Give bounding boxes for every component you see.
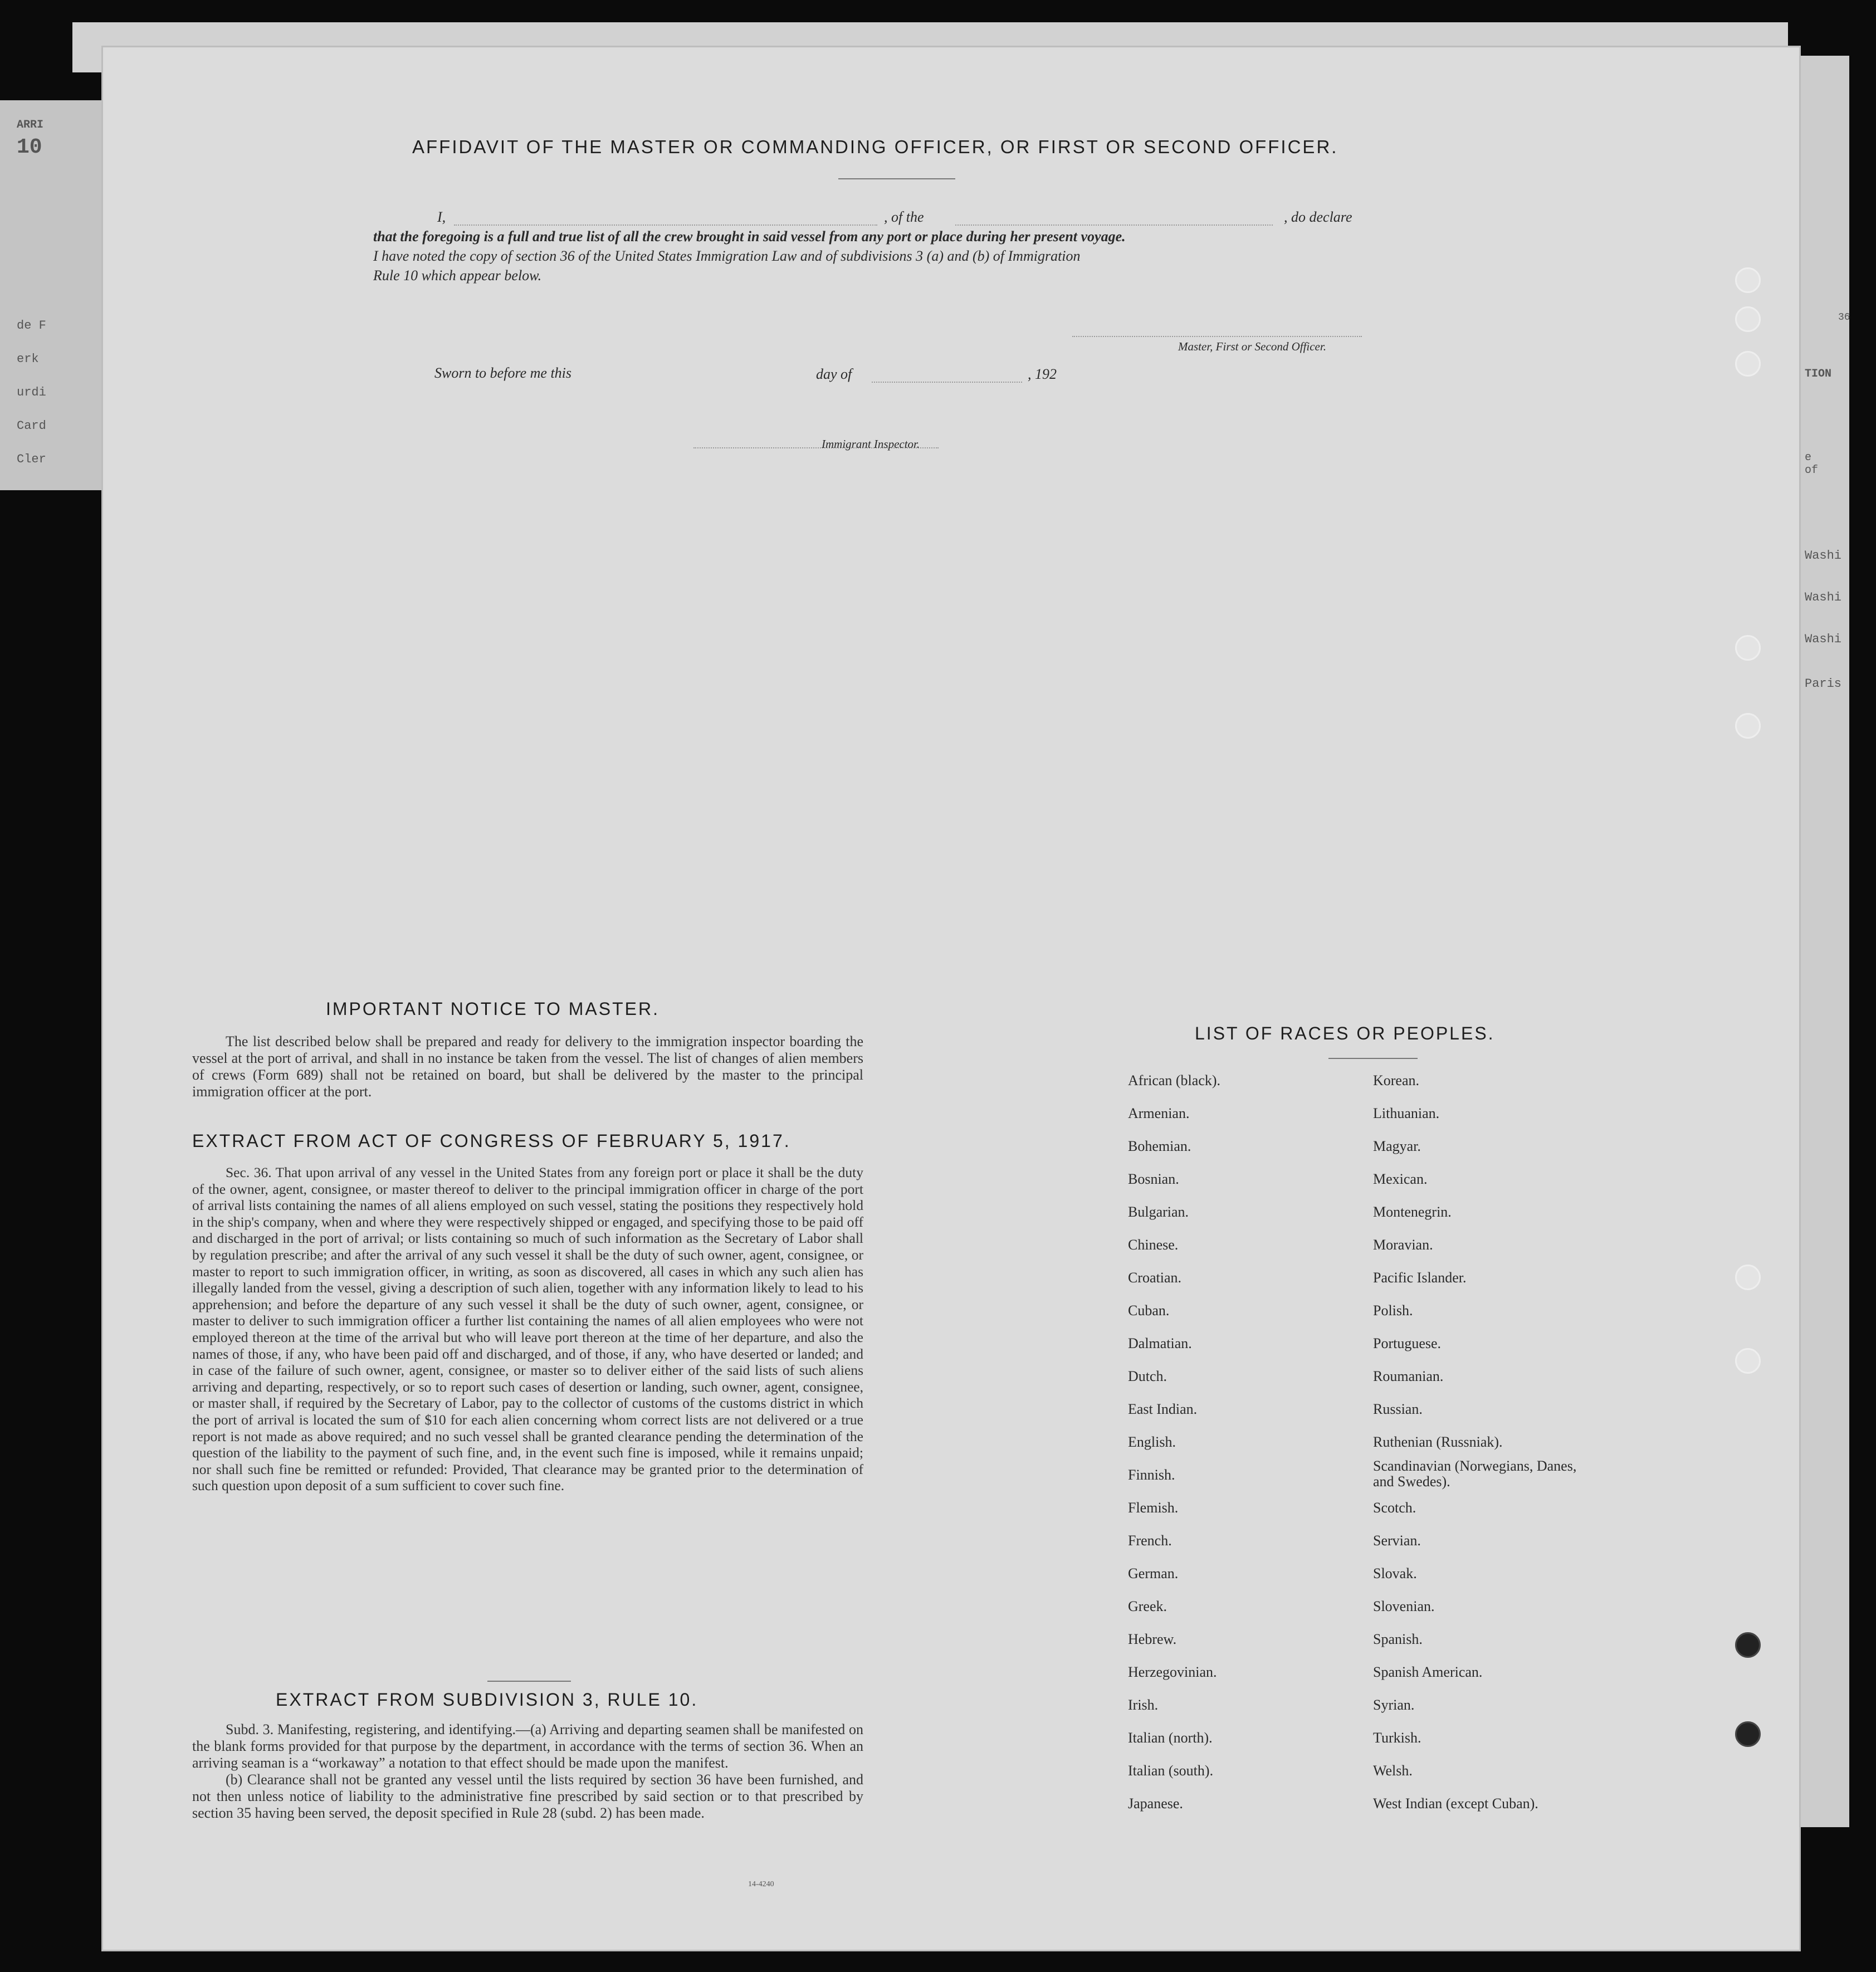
declarant-label: I, — [437, 209, 446, 225]
rule-title: EXTRACT FROM SUBDIVISION 3, RULE 10. — [276, 1690, 698, 1710]
race-item: Scandinavian (Norwegians, Danes, and Swedes). — [1373, 1458, 1577, 1490]
race-item: Bulgarian. — [1128, 1204, 1189, 1220]
race-item: Lithuanian. — [1373, 1105, 1440, 1121]
race-item: Flemish. — [1128, 1500, 1179, 1516]
race-item: Croatian. — [1128, 1270, 1182, 1286]
race-item: Servian. — [1373, 1532, 1421, 1549]
act-title: EXTRACT FROM ACT OF CONGRESS OF FEBRUARY 5, 1917. — [192, 1131, 791, 1151]
month-field[interactable] — [872, 382, 1022, 383]
race-item: Slovak. — [1373, 1565, 1417, 1581]
race-item: Ruthenian (Russniak). — [1373, 1434, 1503, 1450]
binder-hole — [1735, 1348, 1761, 1374]
race-item: Syrian. — [1373, 1697, 1415, 1713]
race-item: Polish. — [1373, 1302, 1413, 1319]
race-item: Spanish American. — [1373, 1664, 1483, 1680]
master-signature-label: Master, First or Second Officer. — [1178, 340, 1326, 353]
year-label: , 192 — [1028, 366, 1057, 382]
race-item: Montenegrin. — [1373, 1204, 1452, 1220]
race-item: Chinese. — [1128, 1237, 1179, 1253]
day-of-label: day of — [816, 366, 852, 382]
master-signature-field[interactable] — [1072, 336, 1362, 337]
race-item: Bohemian. — [1128, 1138, 1191, 1154]
race-item: Roumanian. — [1373, 1368, 1444, 1384]
race-item: African (black). — [1128, 1072, 1221, 1088]
binder-hole — [1735, 635, 1761, 661]
binder-hole — [1735, 1632, 1761, 1658]
race-item: Welsh. — [1373, 1763, 1413, 1779]
race-item: Dalmatian. — [1128, 1335, 1192, 1351]
declarant-name-field[interactable] — [454, 224, 877, 226]
rule-text: Subd. 3. Manifesting, registering, and identifying.—(a) Arriving and departing seamen shall be manifested on the blank forms provided for that purpose by the department, in accordance with the terms of section 36. When an arriving seaman is a “workaway” a notation to that effect should be made upon the manifest. (b) Clearance shall not be granted any vessel until the lists required by section 36 have been furnished, and not then unless notice of liability to the administrative fine prescribed by said section or to that prescribed by section 35 having been served, the deposit specified in Rule 28 (subd. 2) has been made. — [192, 1721, 863, 1821]
race-item: Irish. — [1128, 1697, 1159, 1713]
binder-hole — [1735, 1265, 1761, 1290]
act-text: Sec. 36. That upon arrival of any vessel in the United States from any foreign port or place it shall be the duty of the owner, agent, consignee, or master thereof to deliver to the principal immigration officer in charge of the port of arrival lists containing the names of all aliens employed on such vessel, stating the positions they respectively hold in the ship's company, when and where they were respectively shipped or engaged, and specifying those to be paid off and discharged in the port of arrival; or lists containing so much of such information as the Secretary of Labor shall by regulation prescribe; and after the arrival of any such vessel it shall be the duty of such owner, agent, consignee, or master to report to such immigration officer, in writing, as soon as discovered, all cases in which any such alien has illegally landed from the vessel, giving a description of such alien, together with any information likely to lead to his apprehension; and before the departure of any such vessel it shall be the duty of such owner, agent, consignee, or master to deliver to such immigration officer a further list containing the names of all alien employees who were not employed thereon at the time of the arrival but who will leave port thereon at the time of her departure, and also the names of those, if any, who have been paid off and discharged, and of those, if any, who have deserted or landed; and in case of the failure of such owner, agent, consignee, or master so to deliver either of the said lists of such aliens arriving and departing, respectively, or so to report such cases of desertion or landing, such owner, agent, consignee, or master shall, if required by the Secretary of Labor, pay to the collector of customs of the customs district in which the port of arrival is located the sum of $10 for each alien concerning whom correct lists are not delivered or a true report is not made as above required; and no such vessel shall be granted clearance pending the determination of the question of the liability to the payment of such fine, and, in the event such fine is imposed, while it remains unpaid; nor shall such fine be remitted or refunded: Provided, That clearance may be granted prior to the determination of such question upon deposit of a sum sufficient to cover such fine. — [192, 1164, 863, 1494]
of-the-label: , of the — [884, 209, 924, 225]
race-item: German. — [1128, 1565, 1179, 1581]
race-item: Slovenian. — [1373, 1598, 1435, 1614]
race-item: Armenian. — [1128, 1105, 1190, 1121]
race-item: Portuguese. — [1373, 1335, 1442, 1351]
race-item: Spanish. — [1373, 1631, 1423, 1647]
affidavit-line-3: Rule 10 which appear below. — [373, 267, 542, 284]
left-edge-text: ARRI 10 de F erk urdi Card Cler — [17, 119, 46, 466]
form-number: 14-4240 — [748, 1880, 774, 1888]
race-item: French. — [1128, 1532, 1172, 1549]
race-item: Magyar. — [1373, 1138, 1421, 1154]
affidavit-rule — [838, 178, 955, 179]
race-item: Pacific Islander. — [1373, 1270, 1467, 1286]
race-item: East Indian. — [1128, 1401, 1198, 1417]
vessel-name-field[interactable] — [955, 224, 1273, 226]
notice-text: The list described below shall be prepared and ready for delivery to the immigration inspector boarding the vessel at the port of arrival, and shall in no instance be taken from the vessel. The list of changes of alien members of crews (Form 689) shall not be retained on board, but shall be delivered by the master to the principal immigration officer at the port. — [192, 1033, 863, 1100]
race-item: Russian. — [1373, 1401, 1423, 1417]
race-item: Finnish. — [1128, 1467, 1175, 1483]
binder-hole — [1735, 267, 1761, 293]
race-item: Turkish. — [1373, 1730, 1421, 1746]
race-item: Cuban. — [1128, 1302, 1170, 1319]
sworn-label: Sworn to before me this — [434, 365, 572, 381]
race-item: Dutch. — [1128, 1368, 1167, 1384]
race-item: Hebrew. — [1128, 1631, 1177, 1647]
race-item: Herzegovinian. — [1128, 1664, 1217, 1680]
race-item: Bosnian. — [1128, 1171, 1179, 1187]
affidavit-line-2: I have noted the copy of section 36 of the United States Immigration Law and of subdivisions 3 (a) and (b) of Immigration — [373, 248, 1081, 264]
do-declare-label: , do declare — [1284, 209, 1352, 225]
race-item: Japanese. — [1128, 1795, 1183, 1812]
document-page — [103, 47, 1799, 1950]
binder-hole — [1735, 351, 1761, 377]
binder-hole — [1735, 1721, 1761, 1747]
race-item: Scotch. — [1373, 1500, 1416, 1516]
races-column-1 — [1128, 1064, 1220, 1820]
act-rule — [487, 1681, 571, 1682]
race-item: Italian (north). — [1128, 1730, 1213, 1746]
binder-hole — [1735, 306, 1761, 332]
affidavit-title: AFFIDAVIT OF THE MASTER OR COMMANDING OFFICER, OR FIRST OR SECOND OFFICER. — [412, 136, 1338, 157]
race-item: West Indian (except Cuban). — [1373, 1795, 1538, 1812]
races-title: LIST OF RACES OR PEOPLES. — [1195, 1023, 1495, 1043]
race-item: Moravian. — [1373, 1237, 1433, 1253]
race-item: Greek. — [1128, 1598, 1167, 1614]
race-item: Italian (south). — [1128, 1763, 1214, 1779]
affidavit-line-1: that the foregoing is a full and true list of all the crew brought in said vessel from any port or place during her present voyage. — [373, 228, 1126, 245]
races-rule — [1328, 1058, 1418, 1059]
notice-title: IMPORTANT NOTICE TO MASTER. — [326, 999, 659, 1019]
binder-hole — [1735, 713, 1761, 739]
race-item: Korean. — [1373, 1072, 1420, 1088]
inspector-label: Immigrant Inspector. — [822, 437, 920, 451]
race-item: English. — [1128, 1434, 1176, 1450]
races-column-2 — [1373, 1064, 1596, 1820]
race-item: Mexican. — [1373, 1171, 1428, 1187]
